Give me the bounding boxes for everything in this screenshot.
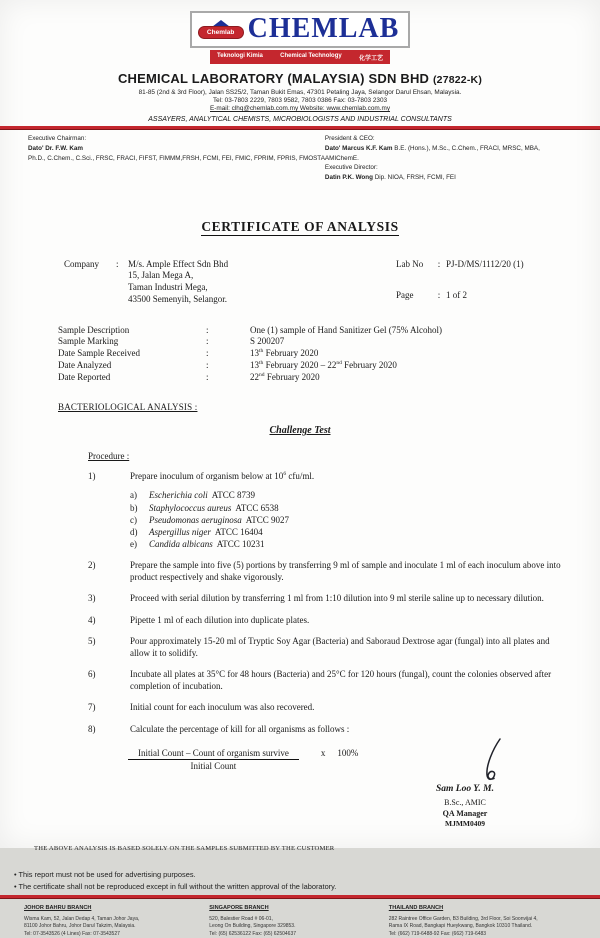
- director-line: [325, 173, 572, 183]
- organism-item: a) Escherichia coli ATCC 8739: [130, 490, 255, 501]
- organism-code: ATCC 9027: [245, 514, 290, 525]
- branch-line: Wisma Kam, 52, Jalan Dedap 4, Taman Johor Jaya,: [24, 915, 140, 922]
- banner-left: Teknologi Kimia: [217, 52, 263, 59]
- company-tagline: ASSAYERS, ANALYTICAL CHEMISTS, MICROBIOLOGISTS AND INDUSTRIAL CONSULTANTS: [148, 116, 452, 123]
- organism-name: Aspergillus niger: [149, 526, 211, 537]
- analysis-heading: BACTERIOLOGICAL ANALYSIS :: [58, 401, 198, 412]
- company-line: 15, Jalan Mega A,: [128, 270, 194, 281]
- company-name-line: [0, 71, 600, 86]
- formula-fraction: [128, 748, 299, 771]
- organism-name: Staphylococcus aureus: [149, 502, 232, 513]
- organism-item: b) Staphylococcus aureus ATCC 6538: [130, 502, 279, 513]
- chairman-block: [28, 134, 325, 183]
- branch-line: Rama IX Road, Bangkapi Hueykwang, Bangkok 10310 Thailand.: [388, 923, 533, 930]
- page-value: 1 of 2: [446, 290, 467, 301]
- document-title: CERTIFICATE OF ANALYSIS: [201, 218, 399, 234]
- organism-item: e) Candida albicans ATCC 10231: [130, 538, 265, 549]
- branch-line: 81100 Johor Bahru, Johor Darul Takzim, Malaysia.: [24, 923, 136, 930]
- organism-code: ATCC 16404: [214, 526, 263, 537]
- branch-line: Tel: (662) 719-6488-92 Fax: (662) 719-6483: [388, 930, 487, 937]
- signatory-id: MJMM0409: [445, 818, 485, 828]
- sample-row: Date Sample Received : 13th February 2020: [58, 348, 319, 359]
- branch-name: SINGAPORE BRANCH: [209, 905, 269, 912]
- company-line: 43500 Semenyih, Selangor.: [128, 293, 227, 304]
- letterhead: [0, 0, 600, 130]
- test-title: Challenge Test: [269, 424, 331, 436]
- signatory-role: QA Manager: [442, 808, 488, 818]
- procedure-item: 3) Proceed with serial dilution by transferring 1 ml from 1:10 dilution into 9 ml sterile saline up to necessary dilution.: [88, 593, 544, 604]
- branch-offices: [0, 899, 600, 938]
- page-label: Page: [396, 290, 414, 301]
- branch-line: 282 Raintree Office Garden, B3 Building, 3rd Floor, Soi Soonvijai 4,: [388, 915, 538, 922]
- company-line: Taman Industri Mega,: [128, 282, 208, 293]
- company-phone: Tel: 03-7803 2229, 7803 9582, 7803 0386 Fax: 03-7803 2303: [212, 96, 388, 104]
- procedure-item: 1) Prepare inoculum of organism below at $10^6$ cfu/ml.: [88, 470, 315, 481]
- organism-name: Pseudomonas aeruginosa: [149, 514, 242, 525]
- branch-name: JOHOR BAHRU BRANCH: [24, 905, 92, 912]
- company-address: 81-85 (2nd & 3rd Floor), Jalan SS25/2, Taman Bukit Emas, 47301 Petaling Jaya, Selangor Darul Ehsan, Malaysia.: [138, 88, 462, 96]
- procedure-heading: Procedure :: [88, 450, 130, 461]
- organism-list: [130, 489, 600, 550]
- company-block: Company : M/s. Ample Effect Sdn Bhd 15, Jalan Mega A, Taman Industri Mega, 43500 Semenyih, Selangor. Lab No : PJ-D/MS/1112/20 (1) Page : 1 of 2: [0, 259, 600, 306]
- company-line: M/s. Ample Effect Sdn Bhd: [128, 258, 229, 269]
- logo-text: CHEMLAB: [247, 13, 400, 44]
- sample-row: Sample Description : One (1) sample of Hand Sanitizer Gel (75% Alcohol): [58, 324, 442, 335]
- branch-thailand: [389, 904, 576, 938]
- procedure-item: 6) Incubate all plates at 35°C for 48 hours (Bacteria) and 25°C for 120 hours (fungal), count the colonies observed after completion of incubation.: [88, 669, 552, 691]
- sample-info: [0, 325, 600, 384]
- organism-code: ATCC 8739: [211, 490, 255, 501]
- emblem-wordmark: Chemlab: [198, 26, 244, 39]
- director-title: Executive Director:: [324, 164, 378, 172]
- organism-item: d) Aspergillus niger ATCC 16404: [130, 526, 263, 537]
- formula-multiplier: x 100%: [320, 748, 359, 759]
- sample-row: Date Reported : 22nd February 2020: [58, 372, 320, 382]
- chairman-quals: Ph.D., C.Chem., C.Sci., FRSC, FRACI, FIFST, FIMMM,FRSH, FCMI, FEI, FMIC, FPRIM, FPRIS, FMOSTA: [28, 154, 325, 162]
- logo-banner: [210, 50, 390, 64]
- president-name: Dato' Marcus K.F. Kam: [324, 144, 393, 152]
- chairman-name: Dato' Dr. F.W. Kam: [28, 144, 84, 152]
- sample-row: Sample Marking : S 200207: [58, 336, 285, 347]
- branch-line: Leong On Building, Singapore 329853.: [209, 923, 296, 930]
- note-line: • This report must not be used for advertising purposes.: [14, 870, 196, 880]
- director-name: Datin P.K. Wong: [324, 174, 373, 181]
- banner-right: 化学工艺: [358, 55, 383, 62]
- organism-name: Candida albicans: [149, 538, 213, 549]
- page-row: Page : 1 of 2: [396, 290, 467, 301]
- labno-page-block: [396, 259, 566, 302]
- organism-code: ATCC 6538: [235, 502, 279, 513]
- banner-mid: Chemical Technology: [280, 52, 342, 59]
- director-quals: Dip. NIOA, FRSH, FCMI, FEI: [374, 174, 456, 181]
- procedure-item: 2) Prepare the sample into five (5) portions by transferring 9 ml of sample and inoculate 1 ml of each inoculum above into product respectively and shake vigorously.: [88, 560, 561, 582]
- procedure-item: 8) Calculate the percentage of kill for all organisms as follows :: [88, 723, 350, 734]
- formula-numerator: Initial Count – Count of organism survive: [128, 748, 299, 760]
- sample-row: Date Analyzed : 13th February 2020 – 22nd February 2020: [58, 360, 397, 371]
- executives-block: [0, 130, 600, 183]
- president-title: President & CEO:: [324, 135, 375, 142]
- chemlab-emblem-icon: [198, 20, 244, 39]
- branch-name: THAILAND BRANCH: [388, 905, 444, 912]
- signatory-qualification: B.Sc., AMIC: [444, 797, 486, 807]
- formula-denominator: Initial Count: [190, 761, 237, 772]
- signature-icon: [474, 737, 508, 783]
- company-email-web: E-mail: clhq@chemlab.com.my Website: www.chemlab.com.my: [209, 105, 391, 112]
- procedure-item: 5) Pour approximately 15-20 ml of Tryptic Soy Agar (Bacteria) and Saboraud Dextrose agar (fungal) into all plates and allow it to solidify.: [88, 636, 550, 658]
- signature-block: [390, 737, 540, 829]
- branch-line: Tel: (65) 62536122 Fax: (65) 62504637: [209, 930, 297, 937]
- company-address-lines: [128, 259, 228, 306]
- president-quals: B.E. (Hons.), M.Sc., C.Chem., FRACI, MRSC, MBA, AMIChemE.: [324, 144, 540, 162]
- signatory-name: Sam Loo Y. M.: [436, 784, 494, 795]
- organism-code: ATCC 10231: [216, 538, 265, 549]
- note-line: • The certificate shall not be reproduced except in full without the written approval of the laboratory.: [14, 881, 337, 891]
- lab-no-row: Lab No : PJ-D/MS/1112/20 (1): [396, 258, 524, 269]
- company-reg-no: (27822-K): [432, 74, 483, 86]
- president-line: [325, 144, 572, 164]
- procedure-item: 4) Pipette 1 ml of each dilution into duplicate plates.: [88, 614, 310, 625]
- samples-disclaimer: THE ABOVE ANALYSIS IS BASED SOLELY ON THE SAMPLES SUBMITTED BY THE CUSTOMER: [34, 845, 335, 853]
- lab-no-value: PJ-D/MS/1112/20 (1): [446, 258, 524, 269]
- lab-no-label: Lab No: [396, 258, 424, 269]
- company-name: CHEMICAL LABORATORY (MALAYSIA) SDN BHD: [117, 71, 430, 86]
- branch-line: 520, Balestier Road # 06-01,: [209, 915, 273, 922]
- organism-name: Escherichia coli: [149, 490, 208, 501]
- organism-item: c) Pseudomonas aeruginosa ATCC 9027: [130, 514, 290, 525]
- branch-line: Tel: 07-3543526 (4 Lines) Fax: 07-3543527: [24, 930, 120, 937]
- report-notes: [14, 869, 600, 892]
- branch-singapore: [209, 904, 389, 938]
- chemlab-logo: [190, 11, 411, 48]
- company-label: Company: [64, 258, 99, 269]
- chairman-title: Executive Chairman:: [28, 135, 87, 142]
- branch-johor-bahru: [24, 904, 209, 938]
- president-director-block: [325, 134, 572, 183]
- procedure-item: 7) Initial count for each inoculum was also recovered.: [88, 702, 315, 713]
